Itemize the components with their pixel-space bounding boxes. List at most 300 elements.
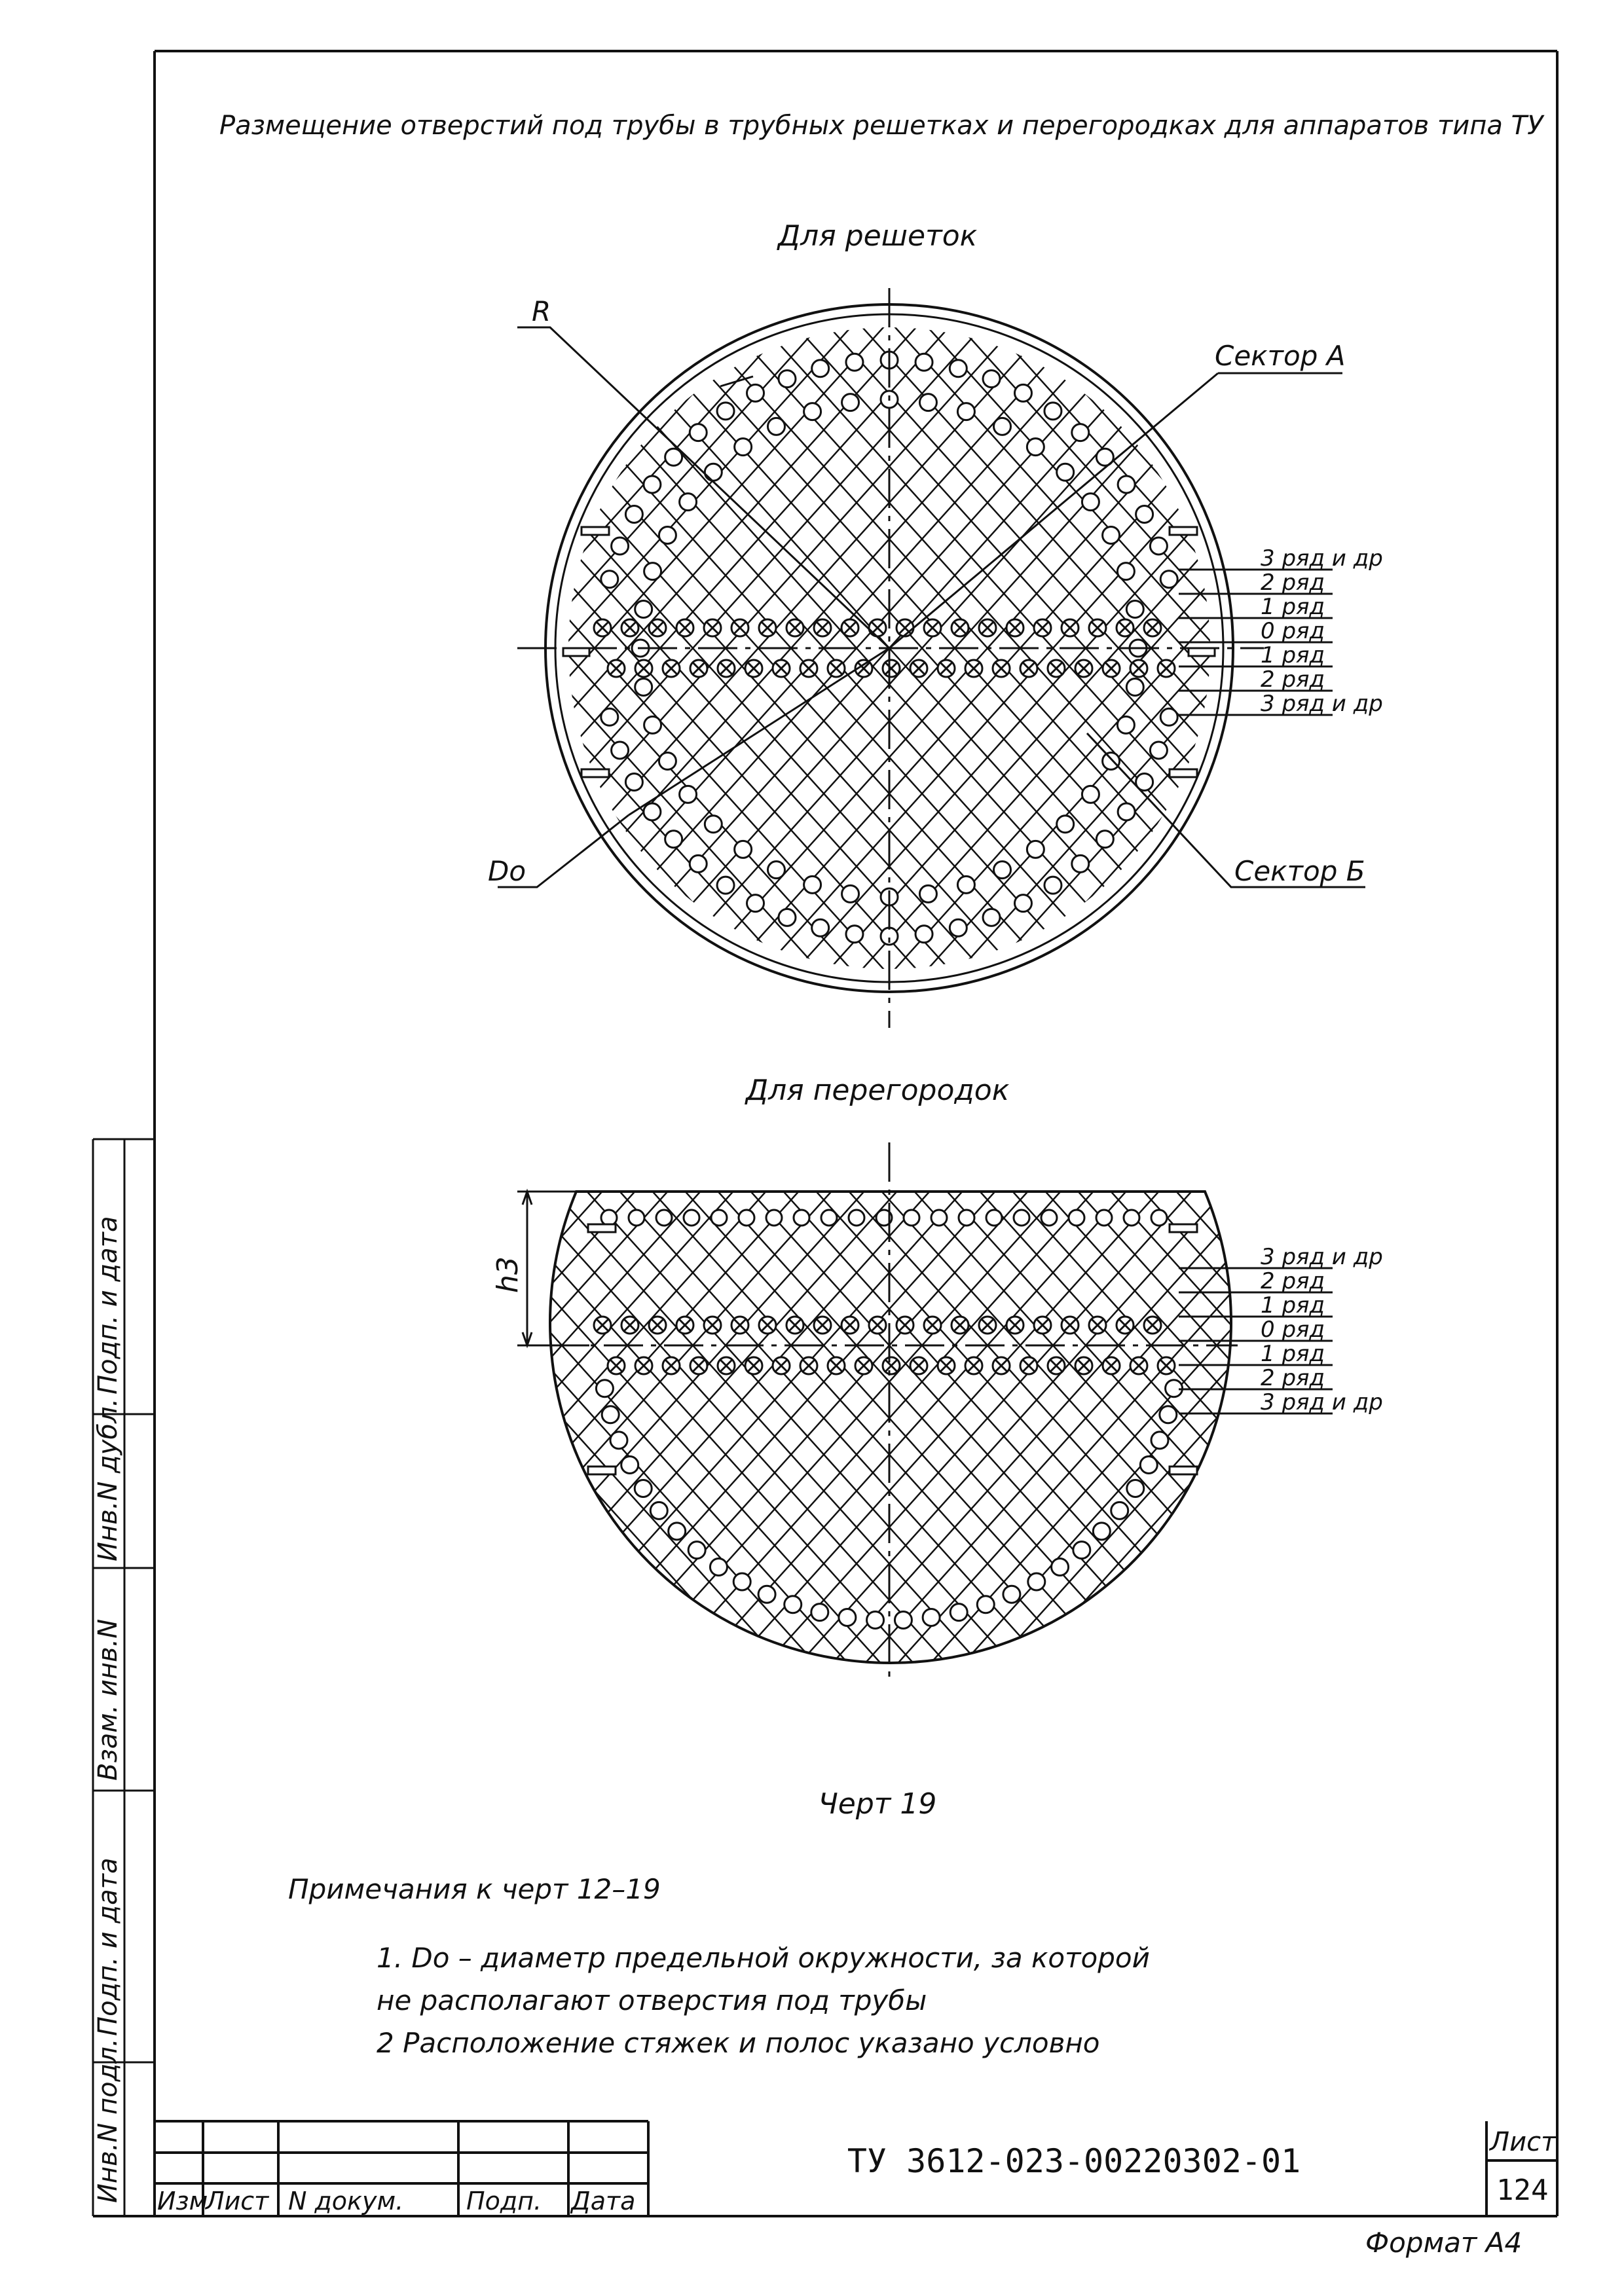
tube-hole <box>959 1210 974 1226</box>
mesh-line <box>1439 59 1624 1237</box>
tube-hole <box>1072 424 1089 441</box>
tube-hole <box>1028 1573 1045 1590</box>
tube-hole-row-0 <box>1103 1357 1120 1374</box>
mesh-line <box>0 59 175 1237</box>
tube-hole-row-0 <box>1116 1317 1134 1334</box>
mesh-line <box>0 756 536 1935</box>
tube-hole <box>747 895 764 912</box>
col-podp: Подп. <box>466 2187 542 2215</box>
tube-hole <box>1082 786 1099 803</box>
tube-hole <box>1136 506 1153 523</box>
tube-hole <box>1126 601 1143 618</box>
note-line-1: 1. Do – диаметр предельной окружности, за которой <box>377 1942 1150 1974</box>
figure-caption: Черт 19 <box>818 1787 937 1821</box>
sheet-number: 124 <box>1496 2174 1549 2207</box>
tube-hole <box>688 1542 705 1559</box>
tube-hole <box>842 394 859 411</box>
tube-hole <box>717 877 734 894</box>
mesh-line <box>0 756 405 1935</box>
tube-hole <box>1103 753 1120 770</box>
tube-hole-row-0 <box>1089 1317 1106 1334</box>
tube-hole-row-0 <box>883 660 900 677</box>
tube-hole <box>904 1210 919 1226</box>
tube-hole-row-0 <box>814 619 831 636</box>
row-label: 1 ряд <box>1261 594 1325 620</box>
tube-hole-row-0 <box>1020 1357 1037 1374</box>
mesh-line <box>1538 59 1624 1237</box>
mesh-line <box>1570 756 1624 1935</box>
mesh-line <box>0 756 601 1935</box>
mesh-line <box>1276 756 1624 1935</box>
tube-hole <box>1118 476 1135 493</box>
tube-hole-row-0 <box>828 1357 845 1374</box>
tube-hole-row-0 <box>1061 1317 1079 1334</box>
tube-hole-row-0 <box>938 1357 955 1374</box>
page-title: Размещение отверстий под трубы в трубных решетках и перегородках для аппаратов типа ТУ <box>219 111 1543 141</box>
mesh-line <box>0 756 536 1935</box>
mesh-line <box>1407 59 1624 1237</box>
mesh-line <box>0 59 503 1237</box>
tube-hole <box>1014 895 1031 912</box>
row-label: 1 ряд <box>1261 1341 1325 1367</box>
tube-hole-row-0 <box>1006 619 1024 636</box>
mesh-line <box>0 59 405 1237</box>
tube-hole <box>680 786 697 803</box>
mesh-line <box>1079 59 1624 1237</box>
tube-hole <box>1126 678 1143 695</box>
row-label: 3 ряд и др <box>1261 1389 1383 1415</box>
tube-hole <box>915 354 932 371</box>
tube-hole-row-0 <box>1158 1357 1175 1374</box>
bottom-view-heading: Для перегородок <box>745 1074 1010 1107</box>
notes-heading: Примечания к черт 12–19 <box>288 1873 661 1905</box>
mesh-line <box>1472 59 1624 1237</box>
mesh-line <box>1603 59 1624 1237</box>
tube-hole <box>705 464 722 481</box>
mesh-line <box>0 756 274 1935</box>
mesh-line <box>588 59 1624 1237</box>
tube-hole-row-0 <box>786 619 803 636</box>
mesh-line <box>0 59 339 1237</box>
tube-hole <box>625 773 642 790</box>
tube-hole <box>1111 1502 1128 1519</box>
tube-hole <box>635 678 652 695</box>
tube-hole <box>842 885 859 902</box>
tube-hole <box>635 601 652 618</box>
mesh-line <box>0 59 798 1237</box>
tube-hole <box>839 1609 856 1626</box>
mesh-line <box>0 59 45 1237</box>
mesh-line <box>1374 756 1624 1935</box>
tube-hole <box>690 855 707 872</box>
mesh-line <box>1374 59 1624 1237</box>
tube-hole <box>950 919 967 936</box>
mesh-line <box>0 59 274 1237</box>
mesh-line <box>0 756 437 1935</box>
mesh-line <box>0 756 274 1935</box>
tube-hole <box>1057 464 1074 481</box>
mesh-line <box>1308 756 1624 1935</box>
strip-vzam-inv: Взам. инв.N <box>93 1618 123 1781</box>
tube-hole-row-0 <box>718 1357 735 1374</box>
tube-hole <box>659 753 676 770</box>
tube-hole <box>1093 1523 1110 1540</box>
tube-hole <box>1151 1210 1167 1226</box>
mesh-line <box>0 756 503 1935</box>
tube-hole <box>915 926 932 943</box>
tube-hole <box>1052 1558 1069 1575</box>
mesh-line <box>0 756 77 1935</box>
tube-hole-row-0 <box>649 619 666 636</box>
label-Do: Do <box>488 855 526 887</box>
tube-hole <box>758 1586 775 1603</box>
tube-hole-row-0 <box>951 619 969 636</box>
mesh-line <box>0 756 175 1935</box>
tube-hole-row-0 <box>855 1357 872 1374</box>
mesh-line <box>0 59 503 1237</box>
mesh-line <box>1276 756 1624 1935</box>
mesh-line <box>0 59 372 1237</box>
mesh-line <box>1276 59 1624 1237</box>
tube-hole <box>994 862 1011 879</box>
mesh-line <box>0 756 45 1935</box>
tube-hole <box>766 1210 782 1226</box>
mesh-line <box>1570 756 1624 1935</box>
tube-hole <box>739 1210 754 1226</box>
baffle-view <box>0 756 1624 1935</box>
row-label: 1 ряд <box>1261 1292 1325 1319</box>
mesh-line <box>1407 756 1624 1935</box>
mesh-line <box>1505 756 1624 1935</box>
mesh-line <box>1538 756 1624 1935</box>
tube-hole-row-0 <box>993 660 1010 677</box>
tube-hole <box>596 1380 613 1397</box>
tube-hole-row-0 <box>635 660 652 677</box>
mesh-line <box>0 59 208 1237</box>
tube-hole <box>1069 1210 1084 1226</box>
mesh-line <box>490 756 1551 1935</box>
mesh-line <box>0 59 175 1237</box>
tube-hole <box>747 384 764 401</box>
row-label: 2 ряд <box>1261 666 1325 693</box>
tube-hole-row-0 <box>745 1357 762 1374</box>
mesh-line <box>0 756 568 1935</box>
tube-hole <box>1117 716 1134 733</box>
tube-hole-row-0 <box>924 1317 941 1334</box>
mesh-line <box>0 59 470 1237</box>
mesh-line <box>1407 59 1624 1237</box>
tube-hole-row-0 <box>800 660 817 677</box>
mesh-line <box>1374 756 1624 1935</box>
col-data: Дата <box>571 2187 636 2215</box>
tube-hole <box>705 816 722 833</box>
tube-hole <box>1160 571 1177 588</box>
tube-hole-row-0 <box>1144 1317 1161 1334</box>
tube-hole <box>669 1523 686 1540</box>
mesh-line <box>1472 59 1624 1237</box>
tube-hole-row-0 <box>951 1317 969 1334</box>
mesh-line <box>0 59 601 1237</box>
tube-hole <box>1057 816 1074 833</box>
tube-hole <box>986 1210 1002 1226</box>
tube-hole <box>659 526 676 543</box>
strip-inv-dubl: Инв.N дубл. <box>93 1398 123 1561</box>
tube-hole <box>1072 855 1089 872</box>
tube-hole <box>735 439 752 456</box>
tube-hole-row-0 <box>704 619 721 636</box>
row-label: 2 ряд <box>1261 1365 1325 1391</box>
strip-podp-data-1: Подп. и дата <box>93 1857 123 2036</box>
tube-hole <box>867 1612 884 1629</box>
tube-hole <box>735 841 752 858</box>
mesh-line <box>1276 59 1624 1237</box>
tube-hole-row-0 <box>1020 660 1037 677</box>
tube-hole-row-0 <box>800 1357 817 1374</box>
mesh-line <box>1439 756 1624 1935</box>
mesh-line <box>1505 59 1624 1237</box>
tube-hole <box>644 716 661 733</box>
tube-hole-row-0 <box>1089 619 1106 636</box>
tube-hole <box>644 476 661 493</box>
tube-hole-row-0 <box>924 619 941 636</box>
mesh-line <box>0 59 536 1237</box>
mesh-line <box>0 59 241 1237</box>
row-label: 3 ряд и др <box>1261 545 1383 572</box>
tube-hole <box>710 1558 727 1575</box>
mesh-line <box>0 756 372 1935</box>
tube-hole <box>1014 384 1031 401</box>
tube-hole <box>957 403 974 420</box>
row-label: 2 ряд <box>1261 1268 1325 1294</box>
tube-hole-row-0 <box>621 619 638 636</box>
mesh-line <box>1308 756 1624 1935</box>
mesh-line <box>1341 59 1624 1237</box>
tube-hole <box>767 418 784 435</box>
tube-hole <box>1103 526 1120 543</box>
tube-hole-row-0 <box>1075 1357 1092 1374</box>
tube-hole-row-0 <box>690 1357 707 1374</box>
tube-hole-row-0 <box>704 1317 721 1334</box>
mesh-line <box>0 59 470 1237</box>
tube-hole-row-0 <box>910 1357 927 1374</box>
label-sector-a: Сектор А <box>1215 340 1346 372</box>
tube-hole <box>1127 1480 1144 1497</box>
tube-hole <box>612 538 629 555</box>
tube-hole-row-0 <box>759 1317 776 1334</box>
mesh-line <box>0 59 143 1237</box>
tube-hole-row-0 <box>690 660 707 677</box>
tube-hole <box>1140 1457 1157 1474</box>
tube-hole <box>610 1432 627 1449</box>
tube-hole <box>846 926 863 943</box>
mesh-line <box>1374 59 1624 1237</box>
tube-hole <box>644 803 661 820</box>
col-doc: N докум. <box>288 2187 404 2215</box>
mesh-line <box>1472 756 1624 1935</box>
tube-hole <box>602 1406 619 1423</box>
tube-hole-row-0 <box>1034 619 1051 636</box>
tube-hole-row-0 <box>1048 660 1065 677</box>
mesh-line <box>1407 756 1624 1935</box>
mesh-line <box>0 756 470 1935</box>
row-label: 3 ряд и др <box>1261 1244 1383 1270</box>
tube-hole-row-0 <box>993 1357 1010 1374</box>
tube-hole <box>1014 1210 1029 1226</box>
tube-hole <box>1044 403 1061 420</box>
mesh-line <box>1112 756 1624 1935</box>
mesh-line <box>0 59 143 1237</box>
tube-hole <box>794 1210 809 1226</box>
tube-hole-row-0 <box>663 1357 680 1374</box>
mesh-line <box>0 756 77 1935</box>
tube-hole-row-0 <box>773 1357 790 1374</box>
tube-hole <box>812 919 829 936</box>
mesh-line <box>0 59 274 1237</box>
document-designation: ТУ 3612-023-00220302-01 <box>847 2142 1301 2180</box>
tube-hole <box>931 1210 947 1226</box>
mesh-line <box>1439 756 1624 1935</box>
tube-hole <box>684 1210 699 1226</box>
tube-hole-row-0 <box>786 1317 803 1334</box>
tube-hole <box>919 394 936 411</box>
tube-hole-row-0 <box>608 660 625 677</box>
note-line-2: не располагают отверстия под трубы <box>377 1984 927 2016</box>
tube-hole <box>601 1210 617 1226</box>
strip-inv-podl: Инв.N подл. <box>93 2038 123 2203</box>
mesh-line <box>0 756 12 1935</box>
label-R: R <box>532 295 551 327</box>
tube-hole <box>1124 1210 1139 1226</box>
tube-hole-row-0 <box>594 619 611 636</box>
mesh-line <box>1308 59 1624 1237</box>
mesh-line <box>0 756 437 1935</box>
mesh-line <box>0 59 732 1237</box>
tube-hole-row-0 <box>594 1317 611 1334</box>
tube-hole <box>1150 742 1167 759</box>
tube-hole <box>994 418 1011 435</box>
tube-hole-row-0 <box>731 619 748 636</box>
mesh-line <box>0 59 568 1237</box>
mesh-line <box>0 756 372 1935</box>
tube-hole-row-0 <box>1158 660 1175 677</box>
label-h3: h3 <box>491 1256 525 1293</box>
tube-hole-row-0 <box>1048 1357 1065 1374</box>
tube-hole-row-0 <box>896 1317 913 1334</box>
mesh-line <box>0 756 45 1935</box>
tube-hole <box>846 354 863 371</box>
note-line-3: 2 Расположение стяжек и полос указано условно <box>377 2027 1100 2059</box>
tube-hole <box>1118 803 1135 820</box>
tube-hole <box>1073 1542 1090 1559</box>
mesh-line <box>588 59 1624 1237</box>
tube-hole <box>923 1609 940 1626</box>
tube-hole <box>779 909 796 926</box>
tube-hole-row-0 <box>745 660 762 677</box>
tube-hole <box>919 885 936 902</box>
row-labels-bottom <box>1179 1244 1383 1415</box>
tube-hole <box>1027 841 1044 858</box>
format-label: Формат А4 <box>1365 2227 1522 2259</box>
tube-hole-row-0 <box>938 660 955 677</box>
tube-hole <box>1082 494 1099 511</box>
tube-hole-row-0 <box>621 1317 638 1334</box>
tube-hole <box>1160 708 1177 725</box>
tube-hole-row-0 <box>1075 660 1092 677</box>
tube-hole <box>812 360 829 377</box>
row-label: 0 ряд <box>1261 1317 1325 1343</box>
tube-hole-row-0 <box>814 1317 831 1334</box>
mesh-line <box>1603 59 1624 1237</box>
tube-hole-row-0 <box>1130 1357 1147 1374</box>
tube-hole <box>821 1210 837 1226</box>
mesh-line <box>1079 59 1624 1237</box>
tube-hole <box>1150 538 1167 555</box>
mesh-line <box>0 756 503 1935</box>
mesh-line <box>0 59 798 1237</box>
tube-hole-row-0 <box>759 619 776 636</box>
tube-hole <box>680 494 697 511</box>
tube-hole <box>1003 1586 1020 1603</box>
tube-hole-row-0 <box>883 1357 900 1374</box>
mesh-line <box>1112 756 1624 1935</box>
mesh-line <box>0 59 601 1237</box>
mesh-line <box>0 756 175 1935</box>
tube-hole-row-0 <box>1130 660 1147 677</box>
tube-hole <box>656 1210 672 1226</box>
tube-hole <box>1041 1210 1057 1226</box>
mesh-line <box>523 59 1583 1237</box>
mesh-line <box>0 59 568 1237</box>
mesh-line <box>0 756 12 1935</box>
mesh-line <box>0 59 241 1237</box>
tube-hole-row-0 <box>676 619 693 636</box>
tube-hole <box>601 571 618 588</box>
mesh-line <box>0 59 110 1237</box>
tube-hole <box>804 876 821 893</box>
mesh-line <box>1505 59 1624 1237</box>
mesh-line <box>1603 756 1624 1935</box>
mesh-line <box>0 59 77 1237</box>
label-sector-b: Сектор Б <box>1234 855 1365 887</box>
mesh-line <box>0 59 208 1237</box>
tube-hole <box>983 909 1000 926</box>
tube-hole <box>1044 877 1061 894</box>
mesh-line <box>0 59 45 1237</box>
tube-hole <box>957 876 974 893</box>
tube-hole <box>625 506 642 523</box>
tube-hole <box>665 831 682 848</box>
tube-hole <box>779 371 796 388</box>
mesh-line <box>0 59 77 1237</box>
tube-hole <box>1151 1432 1168 1449</box>
mesh-line <box>0 756 601 1935</box>
col-list: Лист <box>206 2187 269 2215</box>
mesh-line <box>0 59 12 1237</box>
tube-hole <box>621 1457 638 1474</box>
tube-hole <box>1160 1406 1177 1423</box>
mesh-line <box>0 59 732 1237</box>
tube-hole <box>977 1596 994 1613</box>
mesh-line <box>1505 756 1624 1935</box>
tube-hole <box>733 1573 750 1590</box>
tube-hole-row-0 <box>1006 1317 1024 1334</box>
mesh-line <box>1472 756 1624 1935</box>
mesh-line <box>1341 59 1624 1237</box>
tube-hole-row-0 <box>649 1317 666 1334</box>
tube-hole-row-0 <box>1144 619 1161 636</box>
tube-hole-row-0 <box>718 660 735 677</box>
mesh-line <box>1603 756 1624 1935</box>
